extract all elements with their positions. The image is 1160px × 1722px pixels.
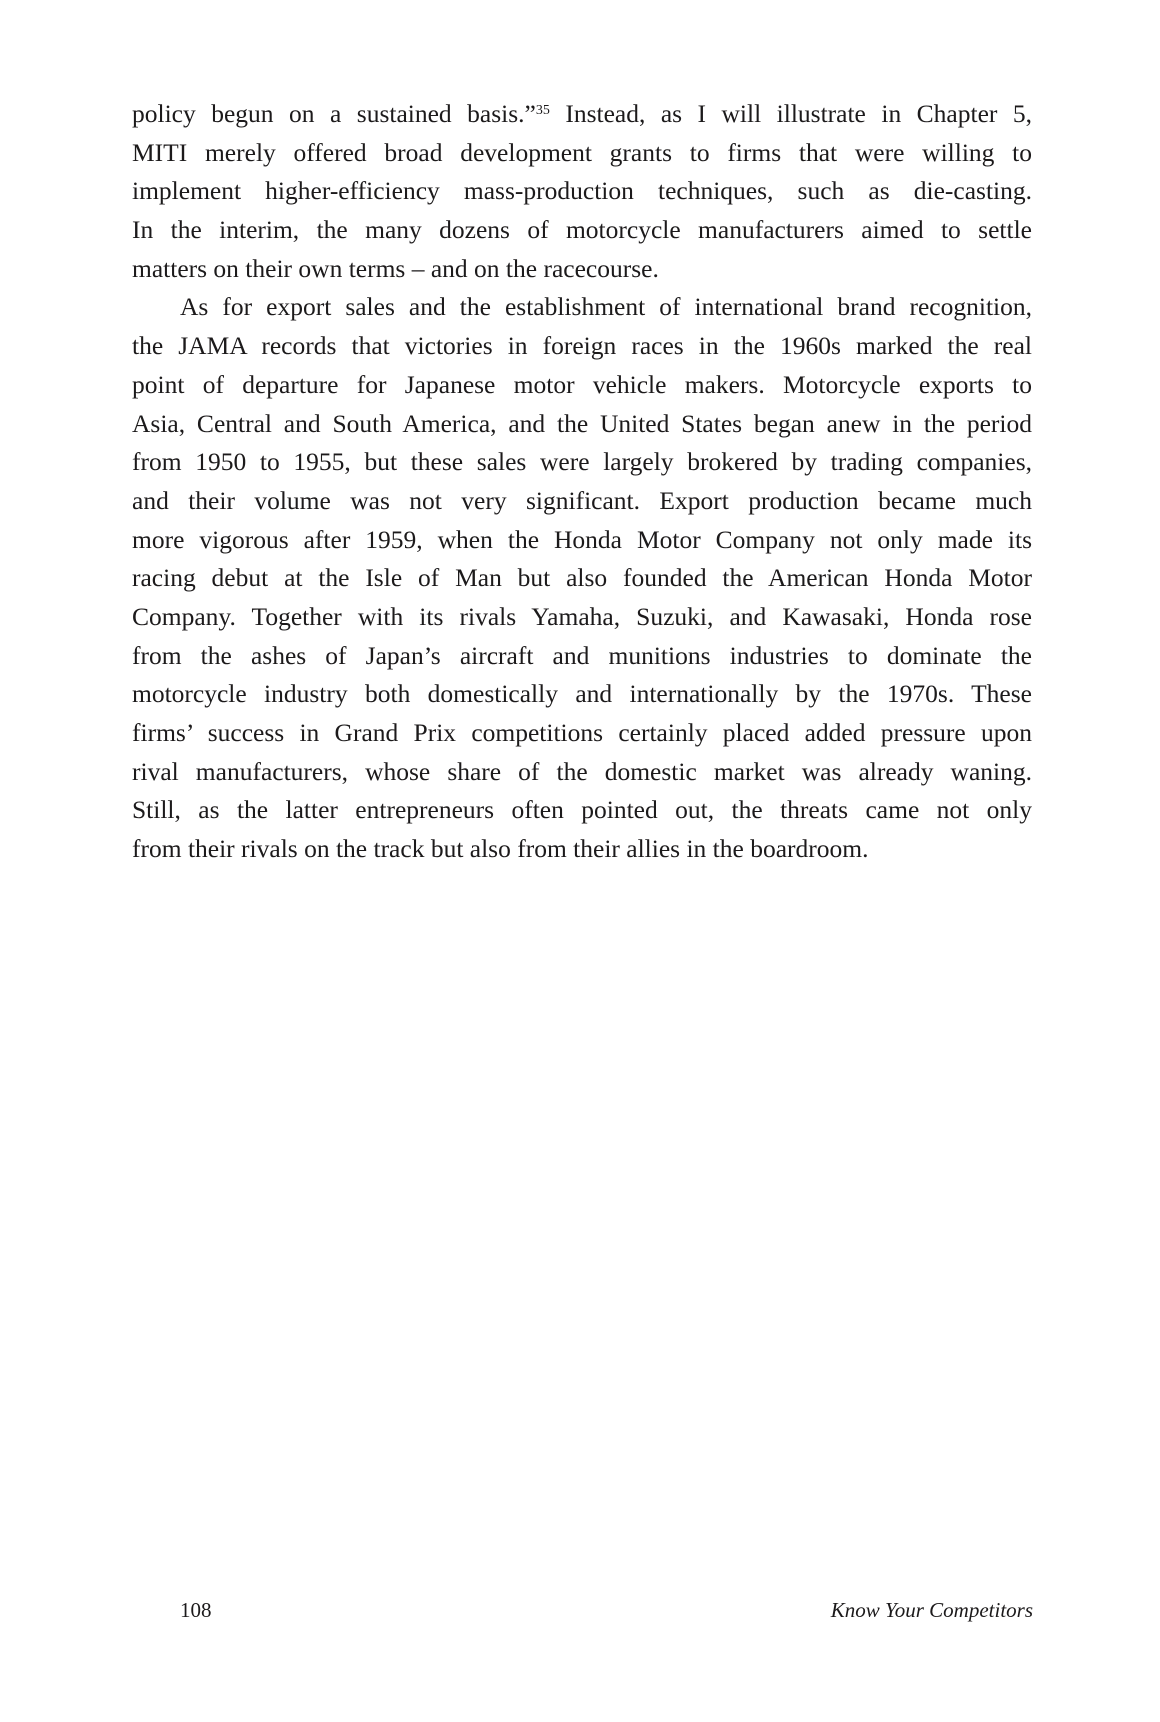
text-line: policy begun on a sustained basis.”$^{35}$ Instead, as I will illustrate in Chapter 5, [132,99,1032,128]
text-line: MITI merely offered broad development grants to firms that were willing to [132,137,1032,167]
text-line: In the interim, the many dozens of motorcycle manufacturers aimed to settle [132,215,1032,245]
running-head: Know Your Competitors [830,1598,1033,1622]
text-line: Asia, Central and South America, and the United States began anew in the period [132,408,1032,438]
text-line: Company. Together with its rivals Yamaha, Suzuki, and Kawasaki, Honda rose [132,601,1032,631]
text-line: the JAMA records that victories in foreign races in the 1960s marked the real [132,331,1032,361]
text-line: from 1950 to 1955, but these sales were largely brokered by trading companies, [132,447,1032,477]
text-line: and their volume was not very significant. Export production became much [132,485,1032,515]
paragraph-1 [132,95,1032,288]
text-line: matters on their own terms – and on the racecourse. [132,253,659,283]
text-line: from the ashes of Japan’s aircraft and munitions industries to dominate the [132,640,1032,670]
text-line: point of departure for Japanese motor vehicle makers. Motorcycle exports to [132,369,1032,399]
text-line: Still, as the latter entrepreneurs often pointed out, the threats came not only [132,795,1032,825]
text-line: racing debut at the Isle of Man but also founded the American Honda Motor [132,563,1032,593]
page-number: 108 [180,1598,212,1622]
text-line: rival manufacturers, whose share of the domestic market was already waning. [132,756,1032,786]
text-line: As for export sales and the establishment of international brand recognition, [180,292,1032,322]
text-line: firms’ success in Grand Prix competitions certainly placed added pressure upon [132,718,1032,747]
body-text [132,95,1032,869]
text-line: motorcycle industry both domestically and internationally by the 1970s. These [132,679,1032,709]
text-line: more vigorous after 1959, when the Honda Motor Company not only made its [132,524,1032,554]
text-line: implement higher-efficiency mass-production techniques, such as die-casting. [132,176,1032,206]
footnote-reference[interactable]: 35 [535,103,550,118]
paragraph-2 [132,288,1032,868]
text-line: from their rivals on the track but also from their allies in the boardroom. [132,834,869,864]
page-footer [180,1598,1033,1628]
